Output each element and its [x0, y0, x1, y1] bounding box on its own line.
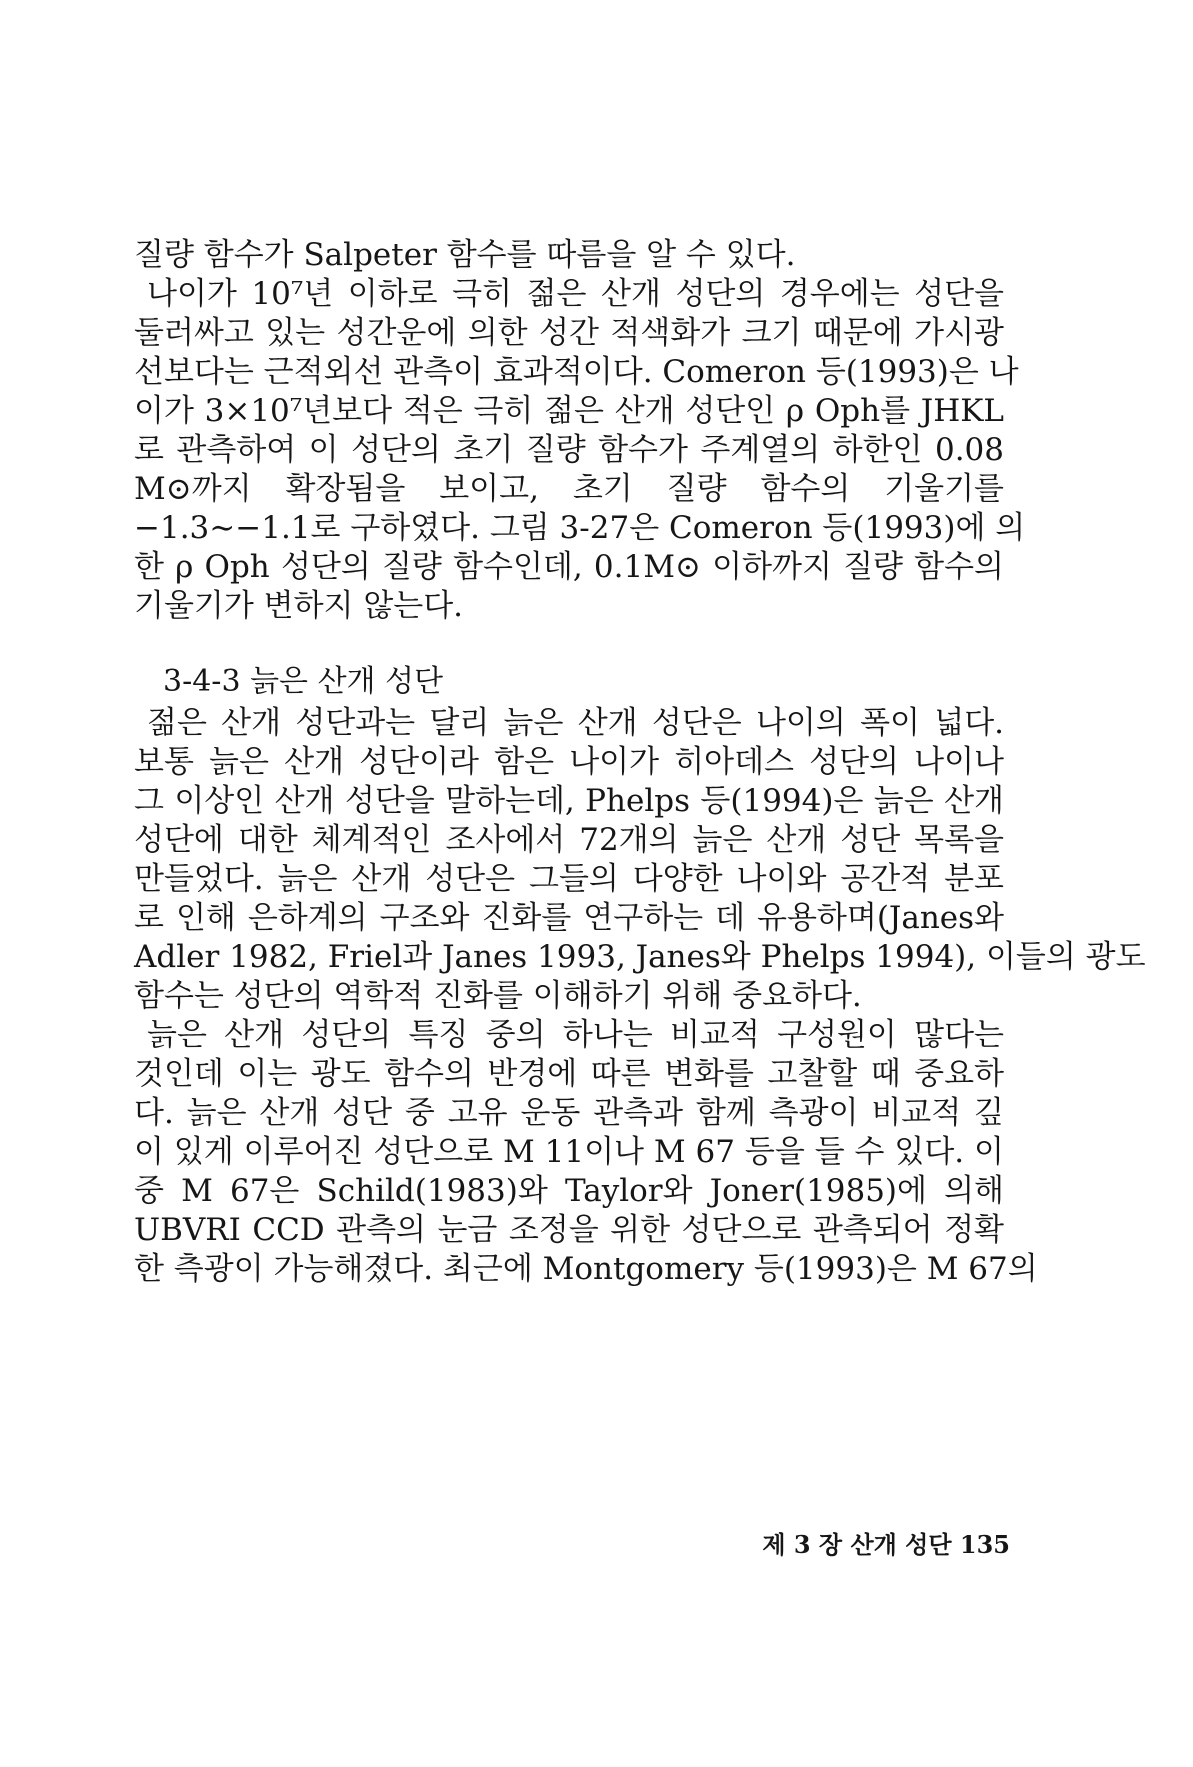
section-heading: 3-4-3 늙은 산개 성단 — [163, 664, 444, 699]
text-line: 것인데 이는 광도 함수의 반경에 따른 변화를 고찰할 때 중요하 — [134, 1056, 1004, 1092]
text-line: 질량 함수가 Salpeter 함수를 따름을 알 수 있다. — [134, 237, 796, 273]
text-line: 보통 늙은 산개 성단이라 함은 나이가 히아데스 성단의 나이나 — [134, 744, 1004, 780]
page-footer: 제 3 장 산개 성단 135 — [762, 1530, 1010, 1559]
text-line: 그 이상인 산개 성단을 말하는데, Phelps 등(1994)은 늙은 산개 — [134, 783, 1004, 819]
text-line: 이가 3×10⁷년보다 적은 극히 젊은 산개 성단인 ρ Oph를 JHKL — [134, 393, 1004, 429]
text-line: 만들었다. 늙은 산개 성단은 그들의 다양한 나이와 공간적 분포 — [134, 861, 1004, 897]
text-line: 젊은 산개 성단과는 달리 늙은 산개 성단은 나이의 폭이 넓다. — [147, 705, 1004, 741]
text-line: 한 측광이 가능해졌다. 최근에 Montgomery 등(1993)은 M 67의 — [134, 1251, 1038, 1287]
text-line: UBVRI CCD 관측의 눈금 조정을 위한 성단으로 관측되어 정확 — [134, 1212, 1004, 1248]
text-line: 기울기가 변하지 않는다. — [134, 588, 464, 624]
text-line: 다. 늙은 산개 성단 중 고유 운동 관측과 함께 측광이 비교적 깊 — [134, 1095, 1004, 1131]
text-line: 이 있게 이루어진 성단으로 M 11이나 M 67 등을 들 수 있다. 이 — [134, 1134, 1004, 1170]
text-line: 나이가 10⁷년 이하로 극히 젊은 산개 성단의 경우에는 성단을 — [147, 276, 1004, 312]
text-line: 중 M 67은 Schild(1983)와 Taylor와 Joner(1985)에 의해 — [134, 1173, 1004, 1209]
text-line: 로 관측하여 이 성단의 초기 질량 함수가 주계열의 하한인 0.08 — [134, 432, 1004, 468]
text-line: 둘러싸고 있는 성간운에 의한 성간 적색화가 크기 때문에 가시광 — [134, 315, 1004, 351]
text-line: 한 ρ Oph 성단의 질량 함수인데, 0.1M⊙ 이하까지 질량 함수의 — [134, 549, 1004, 585]
text-line: 성단에 대한 체계적인 조사에서 72개의 늙은 산개 성단 목록을 — [134, 822, 1004, 858]
text-line: 로 인해 은하계의 구조와 진화를 연구하는 데 유용하며(Janes와 — [134, 900, 1004, 936]
text-line: −1.3∼−1.1로 구하였다. 그림 3-27은 Comeron 등(1993)에 의 — [134, 510, 1026, 546]
text-line: 선보다는 근적외선 관측이 효과적이다. Comeron 등(1993)은 나 — [134, 354, 1019, 390]
text-line: M⊙까지 확장됨을 보이고, 초기 질량 함수의 기울기를 — [134, 471, 1004, 507]
text-line: 늙은 산개 성단의 특징 중의 하나는 비교적 구성원이 많다는 — [147, 1017, 1004, 1053]
text-line: Adler 1982, Friel과 Janes 1993, Janes와 Phelps 1994), 이들의 광도 — [134, 939, 1146, 975]
text-line: 함수는 성단의 역학적 진화를 이해하기 위해 중요하다. — [134, 978, 862, 1014]
